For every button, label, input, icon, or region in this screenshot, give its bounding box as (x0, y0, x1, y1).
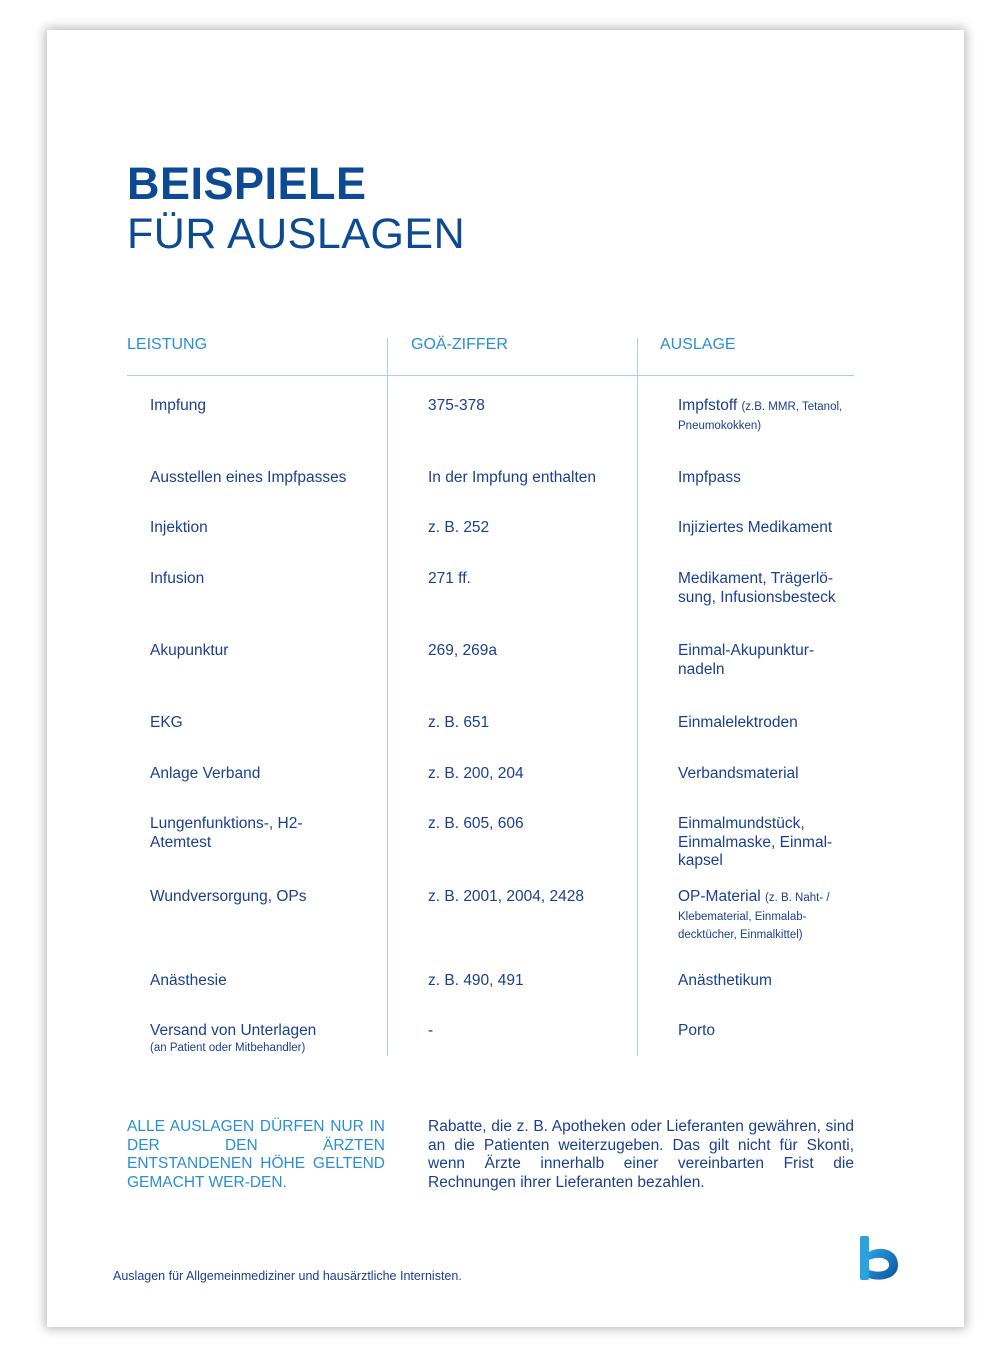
footer-caption: Auslagen für Allgemeinmediziner und hausärztliche Internisten. (113, 1269, 462, 1283)
cell-leistung: Anlage Verband (150, 765, 261, 782)
cell-auslage-note: (z.B. MMR, Tetanol, Pneumokokken) (678, 401, 843, 432)
cell-goae: z. B. 2001, 2004, 2428 (428, 888, 584, 905)
cell-leistung: Impfung (150, 397, 207, 414)
cell-leistung: Ausstellen eines Impfpasses (150, 469, 347, 486)
cell-auslage (678, 888, 858, 944)
cell-goae: z. B. 252 (428, 519, 490, 536)
cell-goae: z. B. 651 (428, 714, 490, 731)
cell-leistung: Injektion (150, 519, 208, 536)
cell-auslage: Einmalmundstück, Einmalmaske, Einmal-kapsel (678, 815, 833, 869)
cell-leistung: Wundversorgung, OPs (150, 888, 307, 905)
header-divider (127, 375, 854, 376)
column-header-auslage: AUSLAGE (660, 336, 736, 353)
cell-auslage: Impfpass (678, 469, 741, 486)
cell-leistung: EKG (150, 714, 183, 731)
cell-auslage: Einmal-Akupunktur-nadeln (678, 642, 815, 678)
cell-goae: In der Impfung enthalten (428, 469, 597, 486)
cell-auslage: Einmalelektroden (678, 714, 798, 731)
column-divider-2 (637, 338, 638, 1056)
cell-leistung (150, 1022, 380, 1056)
cell-auslage-note: (z. B. Naht- / Klebematerial, Einmalab-decktücher, Einmalkittel) (678, 892, 830, 941)
b-logo-icon (858, 1236, 900, 1282)
cell-goae: z. B. 490, 491 (428, 972, 524, 989)
cell-auslage: Medikament, Trägerlö-sung, Infusionsbesteck (678, 570, 836, 606)
cell-goae: z. B. 200, 204 (428, 765, 524, 782)
cell-auslage: Porto (678, 1022, 716, 1039)
cell-leistung: Anästhesie (150, 972, 227, 989)
cell-leistung-text: Versand von Unterlagen (150, 1022, 317, 1039)
page-subtitle: FÜR AUSLAGEN (127, 210, 466, 258)
cell-leistung: Akupunktur (150, 642, 229, 659)
cell-goae: z. B. 605, 606 (428, 815, 524, 832)
column-divider-1 (387, 338, 388, 1056)
cell-auslage: Injiziertes Medikament (678, 519, 833, 536)
cell-goae: 375-378 (428, 397, 485, 414)
cell-auslage: Verbandsmaterial (678, 765, 799, 782)
rebate-note: Rabatte, die z. B. Apotheken oder Lieferanten gewähren, sind an die Patienten weiterzugeben. Das gilt nicht für Skonti, wenn Ärzte innerhalb einer vereinbarten Frist die Rechnungen ihrer Lieferanten bezahlen. (428, 1118, 854, 1191)
cell-goae: - (428, 1022, 434, 1039)
cell-leistung: Lungenfunktions-, H2-Atemtest (150, 815, 303, 851)
cell-auslage: Anästhetikum (678, 972, 772, 989)
cell-auslage-text: Impfstoff (678, 397, 738, 414)
cell-auslage-text: OP-Material (678, 888, 761, 905)
cell-auslage (678, 397, 858, 434)
column-header-goae: GOÄ-ZIFFER (411, 336, 508, 353)
cell-leistung-note: (an Patient oder Mitbehandler) (150, 1041, 306, 1054)
cell-goae: 271 ff. (428, 570, 471, 587)
column-header-leistung: LEISTUNG (127, 336, 208, 353)
page-title: BEISPIELE (127, 158, 367, 209)
cell-leistung: Infusion (150, 570, 205, 587)
highlight-note: ALLE AUSLAGEN DÜRFEN NUR IN DER DEN ÄRZTEN ENTSTANDENEN HÖHE GELTEND GEMACHT WER-DEN. (127, 1118, 385, 1191)
cell-goae: 269, 269a (428, 642, 497, 659)
